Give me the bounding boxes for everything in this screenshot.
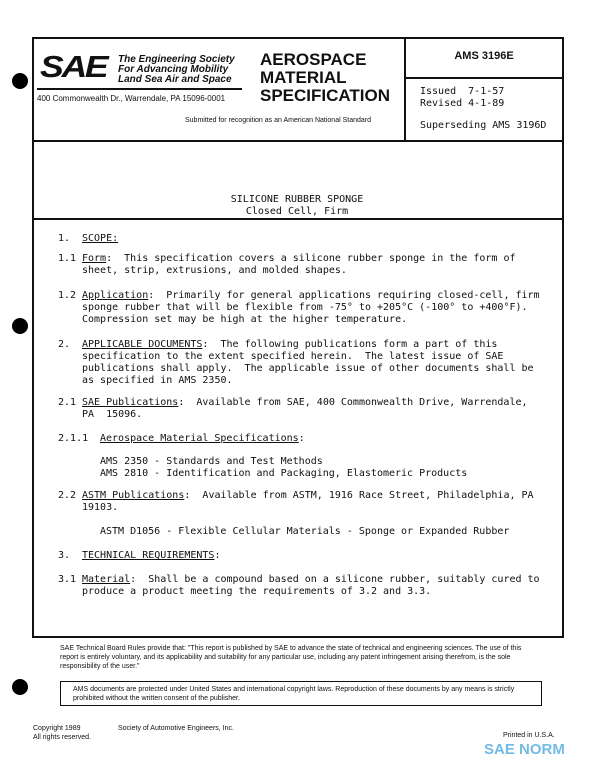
section-text: : Shall be a compound based on a silicone rubber, suitably cured to produce a product meeting the requirements of 3.2 and 3.3. xyxy=(82,574,540,597)
section-text: : This specification covers a silicone rubber sponge in the form of sheet, strip, extrusions, and molded shapes. xyxy=(82,253,516,276)
section-heading: SCOPE: xyxy=(82,233,119,244)
ansi-note: Submitted for recognition as an American National Standard xyxy=(185,117,371,124)
section-number: 2. xyxy=(58,339,71,350)
punch-hole xyxy=(12,73,28,89)
section-number: 1.1 xyxy=(58,253,77,264)
section-number: 1.2 xyxy=(58,290,77,301)
section-text: AMS 2350 - Standards and Test Methods AMS 2810 - Identification and Packaging, Elastomeric Products xyxy=(100,456,468,479)
section-heading: Form xyxy=(82,253,107,264)
technical-board-rules: SAE Technical Board Rules provide that: "This report is published by SAE to advance the state of technical and engineering sciences. The use of this report is entirely voluntary, and its applicability and suitability for any particular use, including any patent infringement arising therefrom, is the sole responsibility of the user." xyxy=(60,645,522,670)
publisher: Society of Automotive Engineers, Inc. xyxy=(118,725,234,732)
section-number: 3.1 xyxy=(58,574,77,585)
section-number: 1. xyxy=(58,233,71,244)
punch-hole xyxy=(12,318,28,334)
section-number: 2.2 xyxy=(58,490,77,501)
section-heading: Material xyxy=(82,574,131,585)
printed-in: Printed in U.S.A. xyxy=(503,732,555,739)
section-number: 2.1 xyxy=(58,397,77,408)
section-text: : xyxy=(214,550,221,561)
section-heading: ASTM Publications xyxy=(82,490,185,501)
section-text: : Available from ASTM, 1916 Race Street, Philadelphia, PA 19103. xyxy=(82,490,534,513)
address: 400 Commonwealth Dr., Warrendale, PA 15096-0001 xyxy=(37,94,226,103)
section-number: 3. xyxy=(58,550,71,561)
document-number: AMS 3196E xyxy=(454,50,514,62)
document-title: SILICONE RUBBER SPONGE Closed Cell, Firm xyxy=(230,194,364,217)
sae-norm-watermark: SAE NORM xyxy=(484,741,565,758)
issued-date: Issued 7-1-57 xyxy=(420,86,505,97)
section-heading: Aerospace Material Specifications xyxy=(100,433,299,444)
section-heading: Application xyxy=(82,290,149,301)
society-name: The Engineering Society For Advancing Mobility Land Sea Air and Space xyxy=(118,54,235,85)
section-heading: APPLICABLE DOCUMENTS xyxy=(82,339,203,350)
section-heading: SAE Publications xyxy=(82,397,179,408)
superseding: Superseding AMS 3196D xyxy=(420,120,547,131)
punch-hole xyxy=(12,679,28,695)
copyright: Copyright 1989 All rights reserved. xyxy=(33,725,91,741)
section-text: : The following publications form a part of this specification to the extent specified herein. The latest issue of SAE publications shall apply. The applicable issue of other documents shall be as specified in AMS 2350. xyxy=(82,339,534,386)
section-text: : Available from SAE, 400 Commonwealth Drive, Warrendale, PA 15096. xyxy=(82,397,528,420)
section-text: ASTM D1056 - Flexible Cellular Materials - Sponge or Expanded Rubber xyxy=(100,526,510,537)
section-text: : Primarily for general applications requiring closed-cell, firm sponge rubber that will be flexible from -75° to +205°C (-100° to +400°F). Compression set may be high at the higher temperature. xyxy=(82,290,540,325)
document-type: AEROSPACE MATERIAL SPECIFICATION xyxy=(260,50,391,105)
sae-logo: SAE xyxy=(40,49,107,84)
section-number: 2.1.1 xyxy=(58,433,89,444)
revised-date: Revised 4-1-89 xyxy=(420,98,505,109)
copyright-notice: AMS documents are protected under United States and international copyright laws. Reproduction of these documents by any means is strictly prohibited without the written consent of the publisher. xyxy=(60,681,542,706)
section-text: : xyxy=(298,433,305,444)
section-heading: TECHNICAL REQUIREMENTS xyxy=(82,550,215,561)
